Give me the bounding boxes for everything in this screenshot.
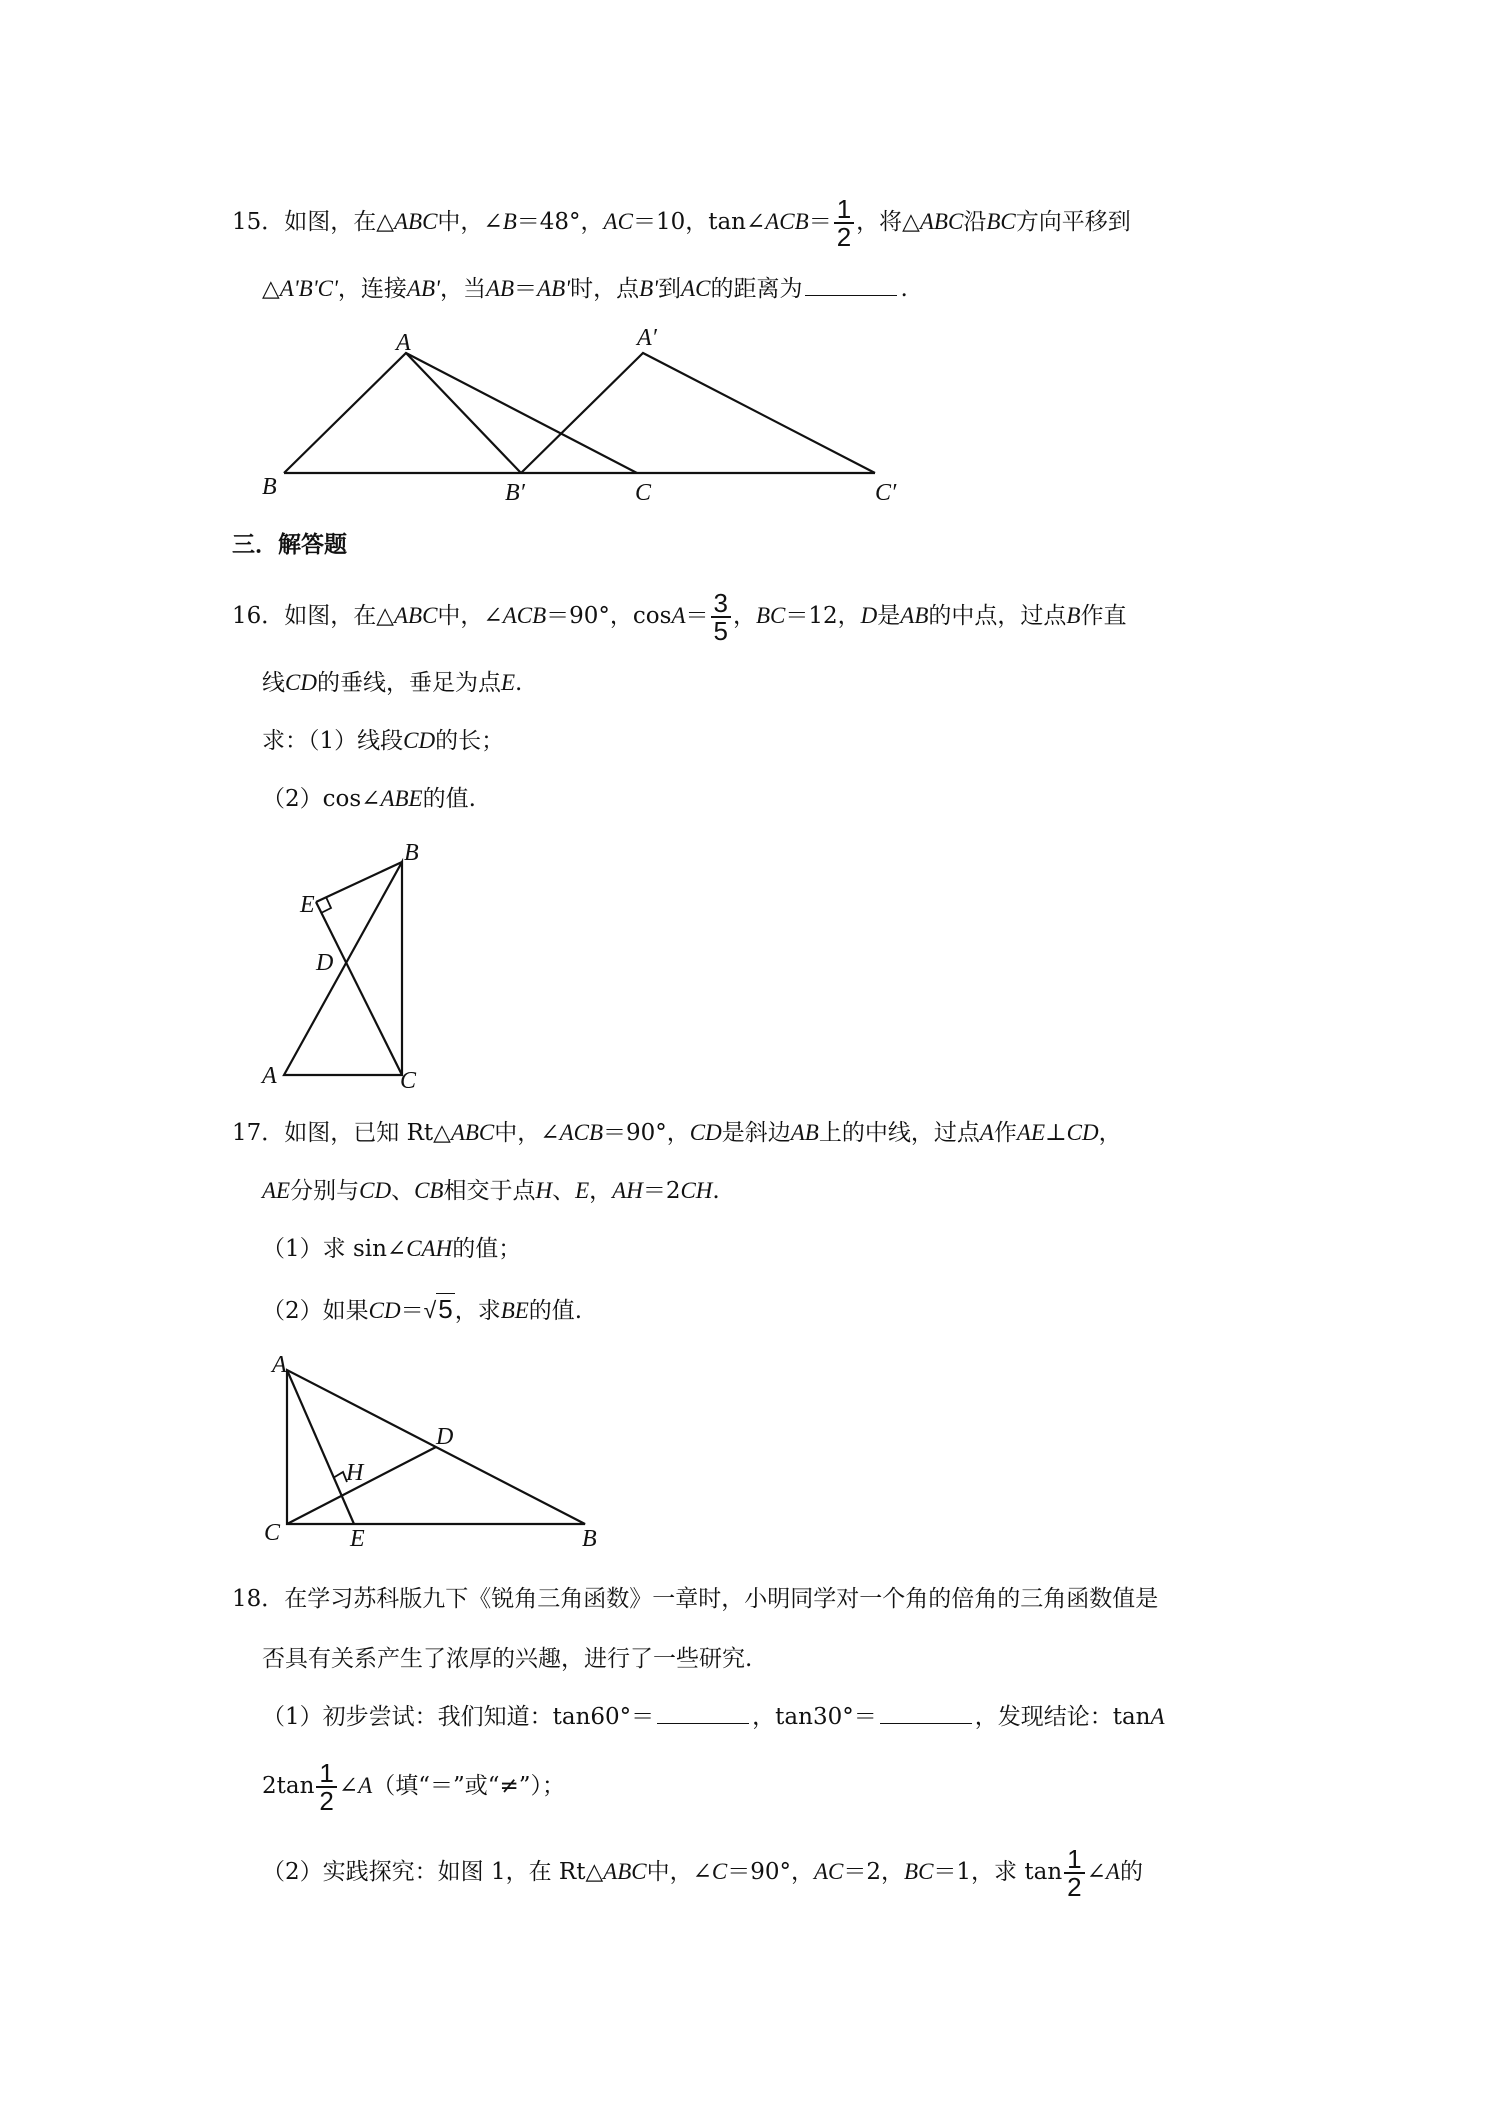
q16-line-2: 线CD的垂线，垂足为点E. [262, 670, 523, 696]
q15-triangle-a-prime-b-prime-c-prime [521, 353, 875, 473]
answer-blank-tan30 [880, 1701, 972, 1724]
answer-blank-tan60 [657, 1701, 749, 1724]
q18-line-1: 18．在学习苏科版九下《锐角三角函数》一章时，小明同学对一个角的倍角的三角函数值是 [232, 1586, 1159, 1612]
q16-label-e: E [300, 892, 315, 918]
q18-line-3: （1）初步尝试：我们知道：tan60°＝ ，tan30°＝ ，发现结论：tanA [262, 1700, 1165, 1734]
q18-line-2: 否具有关系产生了浓厚的兴趣，进行了一些研究. [262, 1646, 753, 1672]
section-title-answer-questions: 三．解答题 [232, 532, 347, 558]
q17-line-1: 17．如图，已知 Rt△ABC中，∠ACB＝90°，CD是斜边AB上的中线，过点A作AE⊥CD， [232, 1120, 1122, 1146]
q17-label-d: D [436, 1424, 454, 1450]
q17-right-angle-mark [333, 1472, 347, 1482]
q15-label-c: C [635, 480, 652, 506]
q15-line-2: △A'B'C'，连接AB'，当AB＝AB'时，点B'到AC的距离为 . [262, 272, 908, 306]
fraction-one-half: $\frac{1}{2}$ [316, 1760, 336, 1814]
q17-label-b: B [582, 1526, 597, 1552]
q15-label-b-prime: B′ [505, 480, 525, 506]
q17-segment-ae [287, 1370, 354, 1524]
q16-ask-1: 求：（1）线段CD的长； [262, 728, 505, 754]
q17-triangle-abc [287, 1370, 585, 1524]
answer-blank [805, 273, 897, 296]
q15-triangle-abc [284, 353, 637, 473]
q16-label-d: D [316, 950, 334, 976]
sqrt-five: √5 [423, 1294, 453, 1324]
q16-segment-be [316, 862, 402, 902]
q15-line-1: 15．如图，在△ABC中，∠B＝48°，AC＝10，tan∠ACB＝ $\frac{1}{2}$ ，将△ABC沿BC方向平移到 [232, 194, 1131, 252]
q16-label-b: B [404, 840, 419, 866]
fraction-three-fifths: $\frac{3}{5}$ [711, 590, 731, 644]
q16-label-c: C [400, 1068, 417, 1094]
q17-label-h: H [346, 1460, 364, 1486]
q16-line-1: 16．如图，在△ABC中，∠ACB＝90°，cosA＝ $\frac{3}{5}$ ，BC＝12，D是AB的中点，过点B作直 [232, 588, 1127, 646]
q15-label-b: B [262, 474, 277, 500]
q18-line-5: （2）实践探究：如图 1，在 Rt△ABC中，∠C＝90°，AC＝2，BC＝1，求 tan $\frac{1}{2}$ ∠A的 [262, 1844, 1143, 1902]
q17-label-a: A [272, 1352, 287, 1378]
q15-label-a: A [396, 330, 411, 356]
q17-ask-1: （1）求 sin∠CAH的值； [262, 1236, 522, 1262]
q18-line-4: 2tan $\frac{1}{2}$ ∠A（填“＝”或“≠”）； [262, 1758, 566, 1816]
q15-segment-ab-prime [406, 353, 521, 473]
q16-triangle-abc [284, 862, 402, 1075]
q17-segment-cd [287, 1447, 436, 1524]
q17-line-2: AE分别与CD、CB相交于点H、E，AH＝2CH. [262, 1178, 720, 1204]
q17-label-c: C [264, 1520, 281, 1546]
q17-label-e: E [350, 1526, 365, 1552]
fraction-one-half: $\frac{1}{2}$ [1064, 1846, 1084, 1900]
q15-label-c-prime: C′ [875, 480, 897, 506]
q15-label-a-prime: A′ [637, 325, 657, 351]
q16-label-a: A [262, 1063, 277, 1089]
q16-ask-2: （2）cos∠ABE的值. [262, 786, 476, 812]
q16-right-angle-mark [321, 897, 331, 913]
q16-segment-ce [316, 902, 402, 1075]
fraction-one-half: $\frac{1}{2}$ [834, 196, 854, 250]
q17-ask-2: （2）如果CD＝√5，求BE的值. [262, 1294, 583, 1324]
